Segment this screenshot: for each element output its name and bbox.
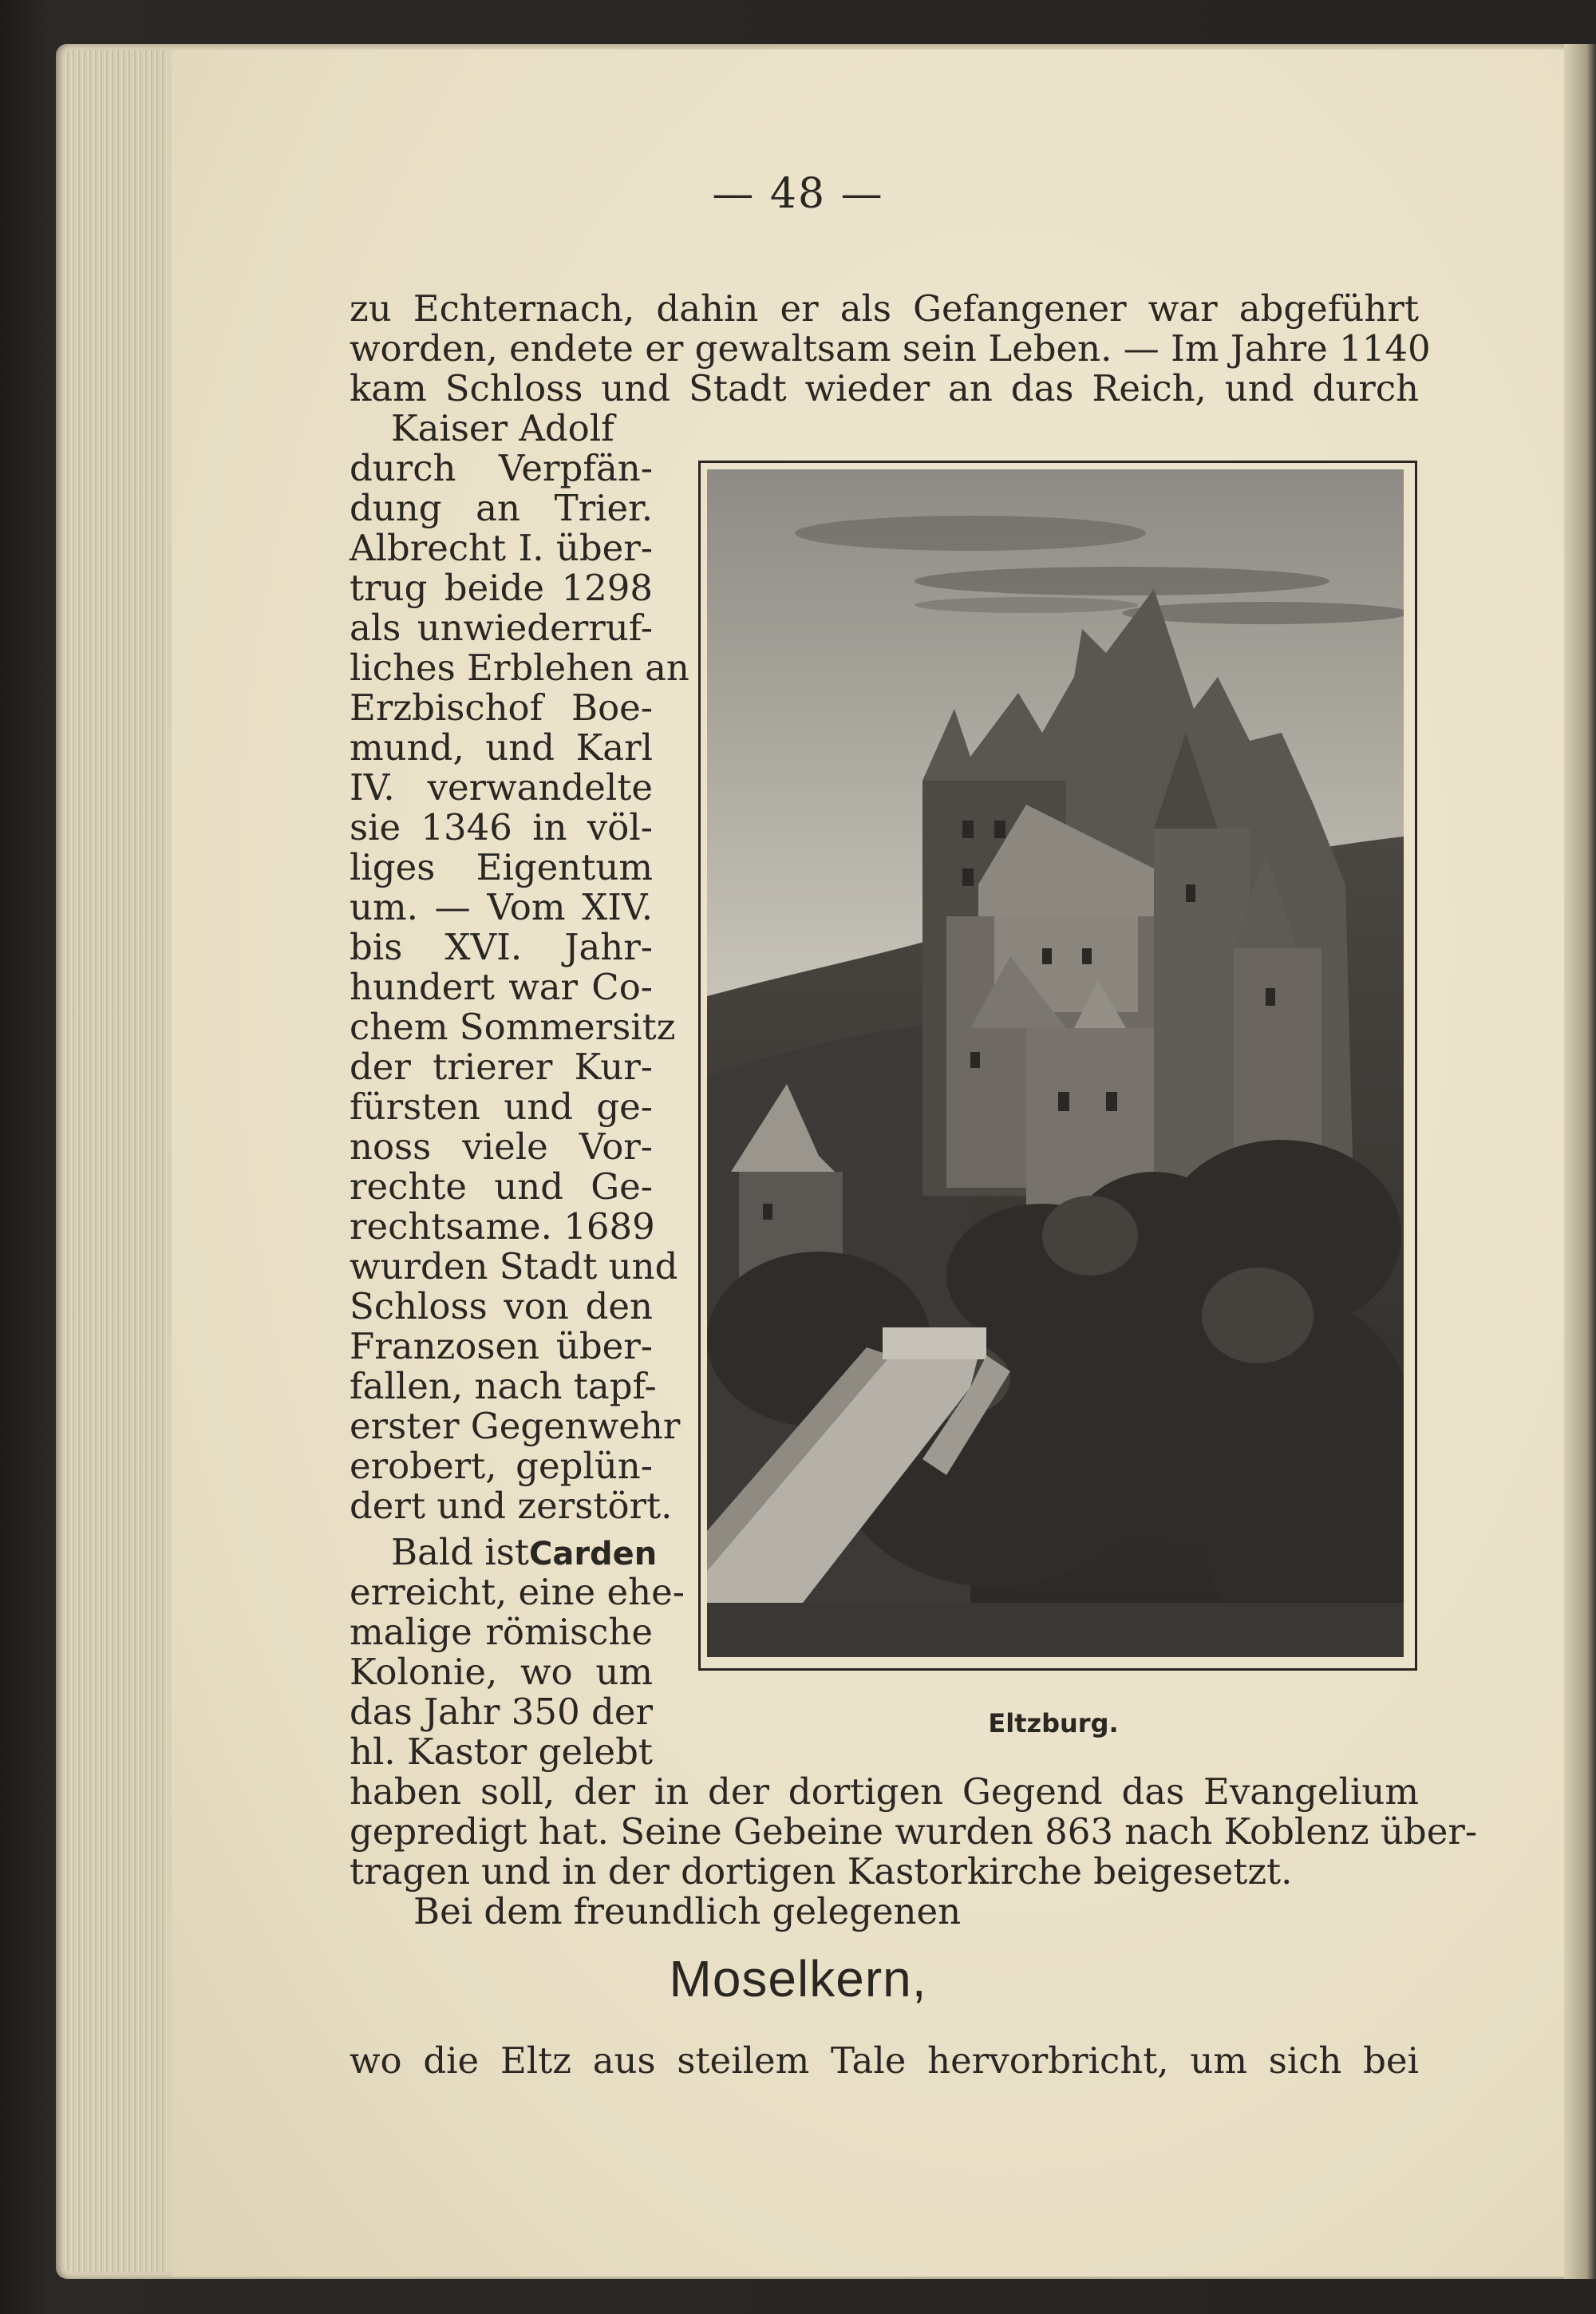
text-line: Schloss von den bbox=[350, 1285, 653, 1327]
text-line: Franzosen über- bbox=[350, 1325, 653, 1367]
castle-illustration bbox=[707, 469, 1408, 1662]
text-line: fallen, nach tapf- bbox=[350, 1365, 657, 1407]
text-line: dung an Trier. bbox=[350, 487, 653, 529]
text-line: um. — Vom XIV. bbox=[350, 886, 653, 928]
figure-eltzburg bbox=[698, 461, 1417, 1671]
text-line: rechte und Ge- bbox=[350, 1165, 653, 1208]
text-line: hundert war Co- bbox=[350, 966, 653, 1008]
text-line: rechtsame. 1689 bbox=[350, 1205, 655, 1248]
text-line: noss viele Vor- bbox=[350, 1125, 653, 1168]
text-line: Kaiser Adolf bbox=[391, 407, 614, 449]
text-line: Albrecht I. über- bbox=[350, 527, 653, 569]
text-line: zu Echternach, dahin er als Gefangener war abgeführt bbox=[350, 287, 1419, 330]
text-line: sie 1346 in völ- bbox=[350, 806, 653, 848]
text-line: hl. Kastor gelebt bbox=[350, 1731, 653, 1773]
text-line: Erzbischof Boe- bbox=[350, 686, 653, 729]
text-line: erobert, geplün- bbox=[350, 1445, 653, 1487]
page-right-edge bbox=[1564, 44, 1596, 2279]
text-line: liches Erblehen an bbox=[350, 647, 689, 689]
text-line: worden, endete er gewaltsam sein Leben. — Im Jahre 1140 bbox=[350, 327, 1431, 370]
text-line: erster Gegenwehr bbox=[350, 1405, 681, 1447]
text-line: Bei dem freundlich gelegenen bbox=[413, 1890, 962, 1932]
text-line: trug beide 1298 bbox=[350, 567, 653, 609]
text-line: Kolonie, wo um bbox=[350, 1651, 653, 1693]
text-line: liges Eigentum bbox=[350, 846, 653, 888]
text-line: bis XVI. Jahr- bbox=[350, 926, 653, 968]
text-line: tragen und in der dortigen Kastorkirche beigesetzt. bbox=[350, 1850, 1293, 1893]
text-line: mund, und Karl bbox=[350, 726, 653, 769]
text-line: der trierer Kur- bbox=[350, 1046, 653, 1088]
text-line: fürsten und ge- bbox=[350, 1086, 653, 1128]
place-name-carden: Carden bbox=[528, 1536, 658, 1572]
text-fragment: Bald ist bbox=[391, 1531, 529, 1573]
text-line: erreicht, eine ehe- bbox=[350, 1571, 685, 1613]
text-line: chem Sommersitz bbox=[350, 1006, 676, 1048]
text-line: durch Verpfän- bbox=[350, 447, 653, 489]
carden-line bbox=[391, 1533, 694, 1574]
text-line: kam Schloss und Stadt wieder an das Reich, und durch bbox=[350, 367, 1419, 409]
text-line: malige römische bbox=[350, 1611, 653, 1653]
text-line: IV. verwandelte bbox=[350, 766, 653, 809]
page-number: — 48 — bbox=[712, 170, 884, 218]
section-heading: Moselkern, bbox=[669, 1950, 927, 2007]
figure-caption: Eltzburg. bbox=[988, 1708, 1119, 1738]
text-line: wurden Stadt und bbox=[350, 1245, 678, 1288]
text-line: gepredigt hat. Seine Gebeine wurden 863 nach Koblenz über- bbox=[350, 1810, 1478, 1853]
text-line: das Jahr 350 der bbox=[350, 1691, 653, 1733]
text-line: dert und zerstört. bbox=[350, 1485, 673, 1527]
text-line: als unwiederruf- bbox=[350, 607, 653, 649]
text-line: wo die Eltz aus steilem Tale hervorbricht, um sich bei bbox=[350, 2039, 1419, 2082]
text-line: haben soll, der in der dortigen Gegend das Evangelium bbox=[350, 1770, 1419, 1813]
